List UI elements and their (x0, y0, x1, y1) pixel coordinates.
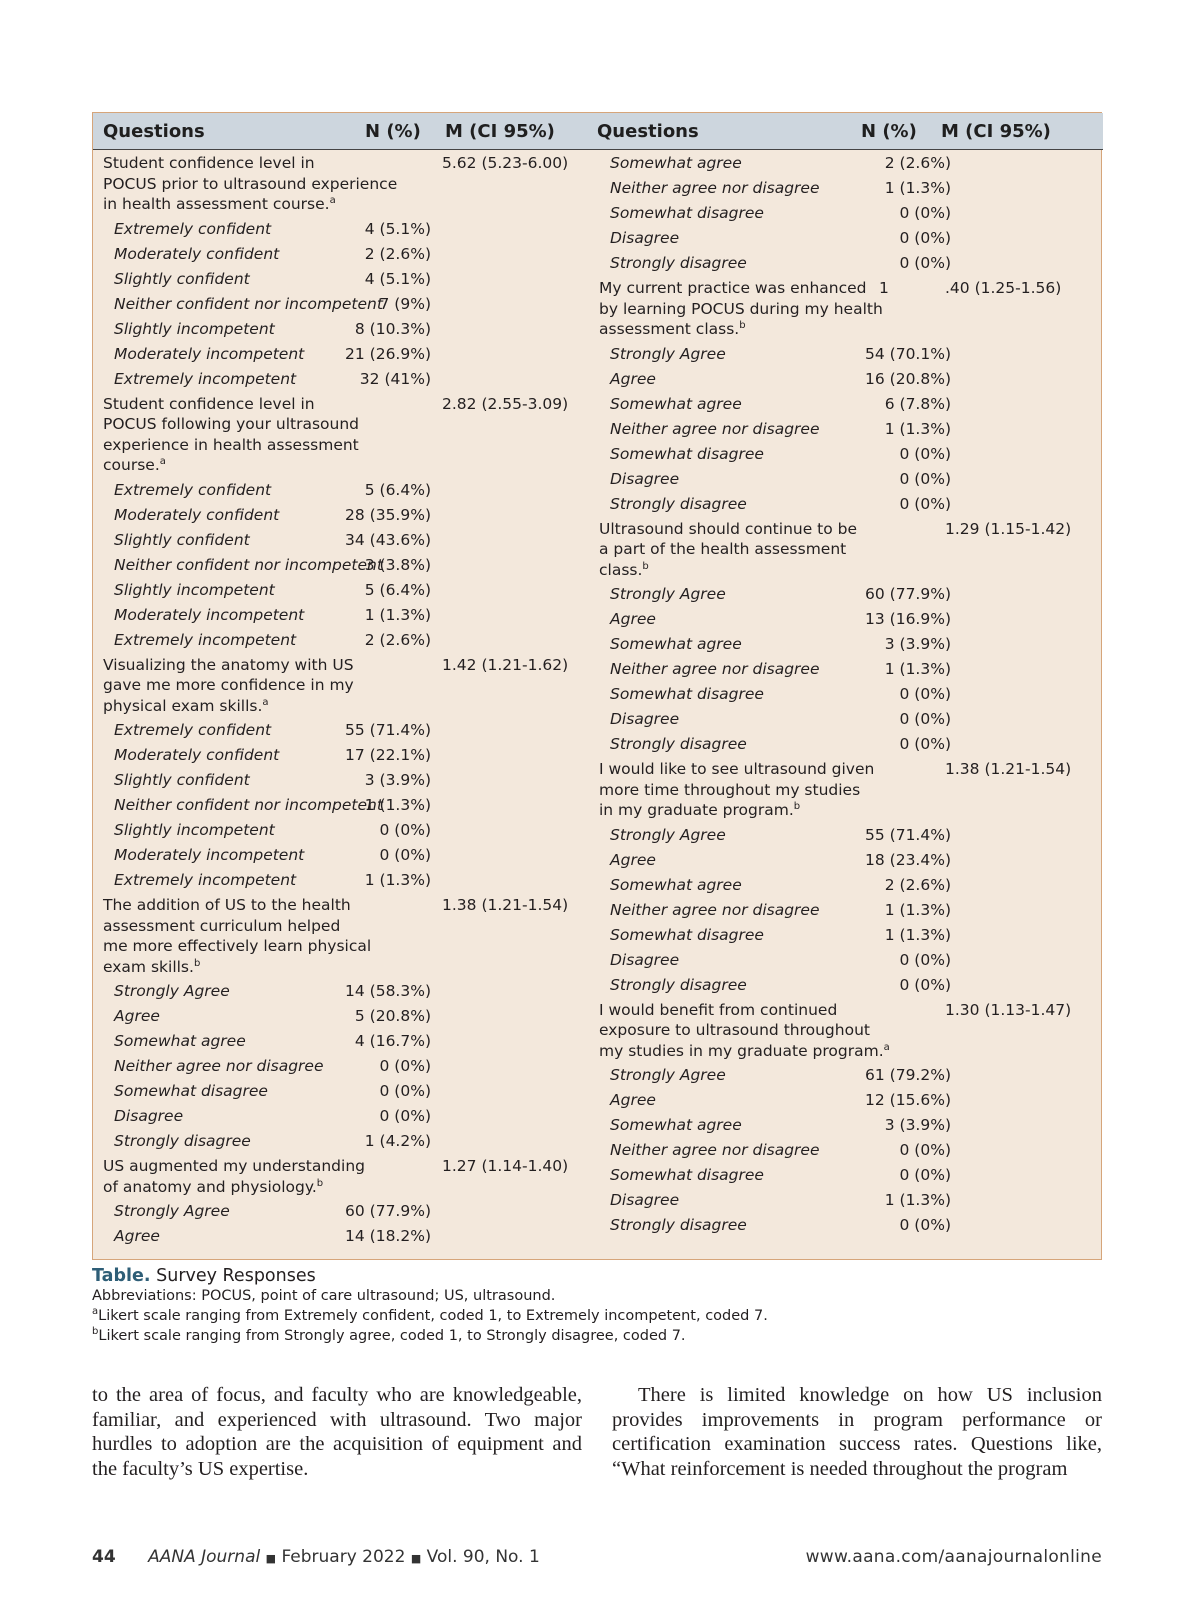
count-value: 0 (0%) (899, 229, 951, 247)
response-row (93, 267, 599, 292)
count-value: 55 (71.4%) (345, 721, 431, 739)
count-value: 60 (77.9%) (865, 585, 951, 603)
response-row (599, 1138, 1103, 1163)
footnote-marker: a (329, 194, 336, 206)
response-row (599, 848, 1103, 873)
response-label: Moderately incompetent (114, 846, 305, 864)
response-row (599, 898, 1103, 923)
response-label: Neither agree nor disagree (610, 419, 820, 438)
response-label: Neither agree nor disagree (610, 660, 820, 678)
response-label: Agree (114, 1227, 160, 1245)
mean-ci-value: 2.82 (2.55-3.09) (442, 394, 569, 413)
header-n: N (%) (861, 121, 917, 142)
response-row (93, 242, 599, 267)
count-value: 3 (3.9%) (884, 635, 951, 653)
question-label: US augmented my understanding of anatomy and physiology. (103, 1157, 365, 1196)
count-value: 1 (1.3%) (884, 419, 951, 438)
response-row (599, 973, 1103, 998)
footnote-marker: b (193, 957, 201, 969)
issue-date: February 2022 (281, 1547, 406, 1567)
footnote-marker: b (793, 800, 801, 812)
question-text (599, 519, 899, 581)
count-value: 0 (0%) (899, 1216, 951, 1234)
footnote-b (92, 1326, 1102, 1346)
mean-ci-value: 1.30 (1.13-1.47) (945, 1000, 1072, 1019)
response-label: Strongly Agree (114, 982, 230, 1000)
footnote-a-text: Likert scale ranging from Extremely confident, coded 1, to Extremely incompetent, coded 7. (98, 1308, 768, 1324)
response-row (599, 176, 1103, 201)
count-value: 0 (0%) (899, 494, 951, 513)
response-label: Agree (610, 1091, 656, 1109)
response-row (93, 868, 599, 893)
caption-title (92, 1266, 1102, 1286)
question-text (103, 1156, 403, 1197)
footnote-marker: b (642, 560, 649, 572)
response-label: Strongly Agree (610, 825, 726, 844)
count-value: 0 (0%) (899, 444, 951, 463)
question-label: Visualizing the anatomy with US gave me more confidence in my physical exam skills. (103, 655, 354, 715)
footnote-marker: a (883, 1041, 890, 1053)
count-value: 4 (5.1%) (364, 269, 431, 288)
response-label: Neither agree nor disagree (114, 1057, 324, 1075)
caption-label: Table. (92, 1266, 151, 1286)
response-label: Somewhat agree (610, 635, 742, 653)
footnote-marker: a (262, 696, 269, 708)
mean-ci-value: 1.38 (1.21-1.54) (442, 896, 569, 914)
response-row (93, 1004, 599, 1029)
response-row (599, 1088, 1103, 1113)
count-value: 0 (0%) (899, 469, 951, 488)
response-row (93, 843, 599, 868)
response-label: Somewhat disagree (114, 1082, 268, 1100)
question-text (103, 895, 403, 977)
response-row (599, 657, 1103, 682)
mean-ci-value: 1.38 (1.21-1.54) (945, 760, 1072, 778)
table-right-column (599, 113, 1103, 1259)
response-label: Slightly confident (114, 530, 250, 549)
count-value: 2 (2.6%) (364, 630, 431, 649)
count-value: 3 (3.8%) (364, 555, 431, 574)
footnote-b-text: Likert scale ranging from Strongly agree, coded 1, to Strongly disagree, coded 7. (98, 1328, 686, 1344)
response-row (93, 743, 599, 768)
response-label: Somewhat disagree (610, 1166, 764, 1184)
response-label: Disagree (610, 1191, 680, 1209)
response-row (93, 1199, 599, 1224)
mean-ci-value: 1.29 (1.15-1.42) (945, 519, 1072, 538)
count-value: 0 (0%) (899, 1141, 951, 1159)
mean-ci-value: 5.62 (5.23-6.00) (442, 154, 569, 172)
response-row (599, 417, 1103, 442)
count-value: 3 (3.9%) (364, 771, 431, 789)
body-text-left: to the area of focus, and faculty who are knowledgeable, familiar, and experienced with ultrasound. Two major hurdles to adoption are the acquisition of equipment and the faculty’s US expertise. (92, 1384, 582, 1480)
response-row (93, 818, 599, 843)
count-value: 0 (0%) (899, 735, 951, 753)
count-value: 0 (0%) (379, 1057, 431, 1075)
response-row (93, 553, 599, 578)
table-header-right (597, 113, 1103, 150)
response-row (599, 342, 1103, 367)
response-row (599, 923, 1103, 948)
response-row (599, 442, 1103, 467)
header-m: M (CI 95%) (941, 121, 1051, 142)
mean-ci-value: 1.27 (1.14-1.40) (442, 1157, 569, 1175)
response-label: Slightly incompetent (114, 319, 275, 338)
response-label: Agree (114, 1007, 160, 1025)
footnote-b-mark: b (92, 1326, 99, 1338)
footer-separator: ■ (410, 1552, 422, 1565)
count-value: 0 (0%) (379, 821, 431, 839)
count-value: 34 (43.6%) (345, 530, 431, 549)
response-label: Somewhat agree (610, 875, 742, 894)
count-value: 0 (0%) (899, 685, 951, 703)
response-label: Somewhat agree (610, 154, 742, 172)
response-row (599, 226, 1103, 251)
question-text (599, 1000, 899, 1062)
count-value: 14 (58.3%) (345, 982, 431, 1000)
response-label: Extremely confident (114, 219, 272, 238)
header-questions: Questions (597, 121, 699, 142)
question-label: My current practice was enhanced by learning POCUS during my health assessment class. (599, 279, 883, 338)
response-row (93, 628, 599, 653)
count-value: 6 (7.8%) (884, 394, 951, 413)
response-row (599, 1163, 1103, 1188)
count-value: 2 (2.6%) (364, 244, 431, 263)
count-value: 0 (0%) (379, 1107, 431, 1125)
journal-url[interactable]: www.aana.com/aanajournalonline (805, 1547, 1102, 1567)
response-label: Somewhat disagree (610, 925, 764, 944)
footer-separator: ■ (265, 1552, 277, 1565)
volume-info: Vol. 90, No. 1 (426, 1547, 540, 1567)
mean-ci-value: .40 (1.25-1.56) (945, 279, 1062, 297)
question-label: Student confidence level in POCUS following your ultrasound experience in health assessment course. (103, 394, 359, 474)
response-label: Moderately incompetent (114, 605, 305, 624)
question-label: I would like to see ultrasound given more time throughout my studies in my graduate program. (599, 760, 875, 819)
count-value: 3 (3.9%) (884, 1116, 951, 1134)
response-row (599, 682, 1103, 707)
response-row (599, 492, 1103, 517)
count-value: 5 (6.4%) (364, 480, 431, 499)
count-value: 1 (879, 279, 889, 297)
response-label: Extremely confident (114, 721, 272, 739)
footnote-marker: a (159, 455, 166, 467)
response-label: Extremely confident (114, 480, 272, 499)
table-caption (92, 1266, 1102, 1346)
response-row (93, 342, 599, 367)
question-row (93, 893, 599, 979)
table-header-left (93, 113, 599, 150)
response-label: Strongly disagree (610, 1216, 747, 1234)
response-label: Moderately confident (114, 505, 280, 524)
response-row (599, 607, 1103, 632)
abbreviations-note: Abbreviations: POCUS, point of care ultrasound; US, ultrasound. (92, 1288, 556, 1304)
response-label: Agree (610, 610, 656, 628)
response-label: Somewhat agree (610, 1116, 742, 1134)
count-value: 18 (23.4%) (865, 850, 951, 869)
count-value: 1 (1.3%) (884, 1191, 951, 1209)
response-label: Somewhat agree (114, 1032, 246, 1050)
count-value: 0 (0%) (379, 1082, 431, 1100)
response-row (93, 1129, 599, 1154)
response-row (93, 503, 599, 528)
count-value: 1 (1.3%) (364, 605, 431, 624)
response-row (93, 1079, 599, 1104)
response-row (599, 1113, 1103, 1138)
response-row (93, 1224, 599, 1249)
response-label: Neither confident nor incompetent (114, 294, 383, 313)
count-value: 55 (71.4%) (865, 825, 951, 844)
response-label: Somewhat disagree (610, 685, 764, 703)
response-label: Neither agree nor disagree (610, 1141, 820, 1159)
page-number: 44 (92, 1547, 116, 1567)
response-label: Neither agree nor disagree (610, 900, 820, 919)
count-value: 1 (1.3%) (884, 179, 951, 197)
count-value: 28 (35.9%) (345, 505, 431, 524)
response-row (599, 367, 1103, 392)
header-m: M (CI 95%) (445, 121, 555, 142)
response-row (93, 768, 599, 793)
body-text-right: There is limited knowledge on how US inclusion provides improvements in program performance or certification examination success rates. Questions like, “What reinforcement is needed throughout the program (612, 1384, 1102, 1480)
response-label: Strongly disagree (610, 735, 747, 753)
count-value: 1 (1.3%) (884, 660, 951, 678)
count-value: 60 (77.9%) (345, 1202, 431, 1220)
question-text (103, 655, 403, 717)
question-text (599, 278, 899, 340)
question-row (599, 757, 1103, 823)
response-row (599, 1188, 1103, 1213)
header-questions: Questions (103, 121, 205, 142)
response-row (93, 528, 599, 553)
response-row (93, 1029, 599, 1054)
response-row (599, 1213, 1103, 1238)
count-value: 2 (2.6%) (884, 154, 951, 172)
response-row (93, 793, 599, 818)
response-row (93, 292, 599, 317)
response-label: Somewhat disagree (610, 444, 764, 463)
count-value: 16 (20.8%) (865, 369, 951, 388)
response-row (599, 1063, 1103, 1088)
footnote-marker: b (316, 1177, 324, 1189)
response-row (599, 707, 1103, 732)
question-text (599, 759, 899, 821)
response-label: Strongly Agree (610, 344, 726, 363)
response-row (93, 317, 599, 342)
response-row (599, 948, 1103, 973)
mean-ci-value: 1.42 (1.21-1.62) (442, 655, 569, 674)
count-value: 7 (9%) (379, 294, 431, 313)
footnote-a-mark: a (92, 1306, 99, 1318)
table-left-column (93, 113, 599, 1259)
count-value: 5 (20.8%) (354, 1007, 431, 1025)
count-value: 1 (1.3%) (364, 796, 431, 814)
response-row (93, 718, 599, 743)
response-row (93, 217, 599, 242)
response-label: Slightly incompetent (114, 821, 275, 839)
question-row (93, 1154, 599, 1199)
count-value: 5 (6.4%) (364, 580, 431, 599)
response-label: Strongly disagree (610, 975, 747, 994)
count-value: 1 (1.3%) (884, 925, 951, 944)
response-row (599, 392, 1103, 417)
question-label: I would benefit from continued exposure to ultrasound throughout my studies in my graduate program. (599, 1000, 884, 1060)
question-label: Ultrasound should continue to be a part of the health assessment class. (599, 519, 858, 579)
response-row (93, 603, 599, 628)
response-label: Neither confident nor incompetent (114, 555, 383, 574)
page-footer (92, 1547, 1102, 1567)
survey-table (92, 112, 1102, 1260)
response-label: Slightly confident (114, 771, 250, 789)
question-label: Student confidence level in POCUS prior to ultrasound experience in health assessment course. (103, 154, 398, 213)
response-label: Moderately incompetent (114, 344, 305, 363)
count-value: 14 (18.2%) (345, 1227, 431, 1245)
caption-text: Survey Responses (156, 1266, 316, 1286)
count-value: 17 (22.1%) (345, 746, 431, 764)
question-row (93, 151, 599, 217)
response-label: Somewhat disagree (610, 204, 764, 222)
response-label: Disagree (610, 229, 680, 247)
count-value: 12 (15.6%) (865, 1091, 951, 1109)
table-rows-left (93, 151, 599, 1249)
count-value: 0 (0%) (899, 254, 951, 272)
header-n: N (%) (365, 121, 421, 142)
table-rows-right (599, 151, 1103, 1238)
count-value: 4 (5.1%) (364, 219, 431, 238)
question-label: The addition of US to the health assessment curriculum helped me more effectively learn physical exam skills. (103, 896, 372, 976)
response-row (93, 367, 599, 392)
count-value: 1 (1.3%) (884, 900, 951, 919)
response-label: Disagree (114, 1107, 184, 1125)
question-row (93, 653, 599, 719)
count-value: 4 (16.7%) (354, 1032, 431, 1050)
count-value: 2 (2.6%) (884, 875, 951, 894)
question-text (103, 153, 403, 215)
count-value: 0 (0%) (899, 1166, 951, 1184)
count-value: 8 (10.3%) (354, 319, 431, 338)
response-label: Disagree (610, 950, 680, 969)
response-row (599, 632, 1103, 657)
count-value: 32 (41%) (359, 369, 431, 388)
response-label: Agree (610, 850, 656, 869)
question-row (599, 517, 1103, 583)
question-text (103, 394, 403, 476)
response-label: Agree (610, 369, 656, 388)
response-row (599, 201, 1103, 226)
response-row (93, 578, 599, 603)
response-row (599, 873, 1103, 898)
response-label: Disagree (610, 469, 680, 488)
response-row (599, 582, 1103, 607)
response-label: Extremely incompetent (114, 630, 297, 649)
response-row (93, 1104, 599, 1129)
count-value: 1 (1.3%) (364, 871, 431, 889)
response-label: Strongly disagree (610, 494, 747, 513)
count-value: 54 (70.1%) (865, 344, 951, 363)
count-value: 0 (0%) (899, 975, 951, 994)
count-value: 1 (4.2%) (364, 1132, 431, 1150)
count-value: 0 (0%) (899, 710, 951, 728)
footnote-a (92, 1306, 1102, 1326)
response-label: Disagree (610, 710, 680, 728)
count-value: 0 (0%) (899, 950, 951, 969)
question-row (93, 392, 599, 478)
response-label: Extremely incompetent (114, 369, 297, 388)
response-label: Strongly Agree (114, 1202, 230, 1220)
count-value: 0 (0%) (379, 846, 431, 864)
question-row (599, 998, 1103, 1064)
response-label: Moderately confident (114, 244, 280, 263)
count-value: 61 (79.2%) (865, 1066, 951, 1084)
response-row (93, 478, 599, 503)
count-value: 0 (0%) (899, 204, 951, 222)
response-label: Neither confident nor incompetent (114, 796, 383, 814)
response-label: Neither agree nor disagree (610, 179, 820, 197)
response-row (599, 151, 1103, 176)
response-label: Somewhat agree (610, 394, 742, 413)
response-label: Strongly disagree (114, 1132, 251, 1150)
response-label: Slightly incompetent (114, 580, 275, 599)
response-label: Slightly confident (114, 269, 250, 288)
journal-name: AANA Journal (148, 1547, 261, 1567)
response-label: Strongly Agree (610, 1066, 726, 1084)
response-row (599, 823, 1103, 848)
response-row (599, 467, 1103, 492)
response-row (599, 732, 1103, 757)
response-row (93, 979, 599, 1004)
response-label: Strongly disagree (610, 254, 747, 272)
count-value: 21 (26.9%) (345, 344, 431, 363)
count-value: 13 (16.9%) (865, 610, 951, 628)
response-row (93, 1054, 599, 1079)
response-row (599, 251, 1103, 276)
response-label: Moderately confident (114, 746, 280, 764)
response-label: Extremely incompetent (114, 871, 297, 889)
question-row (599, 276, 1103, 342)
response-label: Strongly Agree (610, 585, 726, 603)
footnote-marker: b (739, 319, 746, 331)
